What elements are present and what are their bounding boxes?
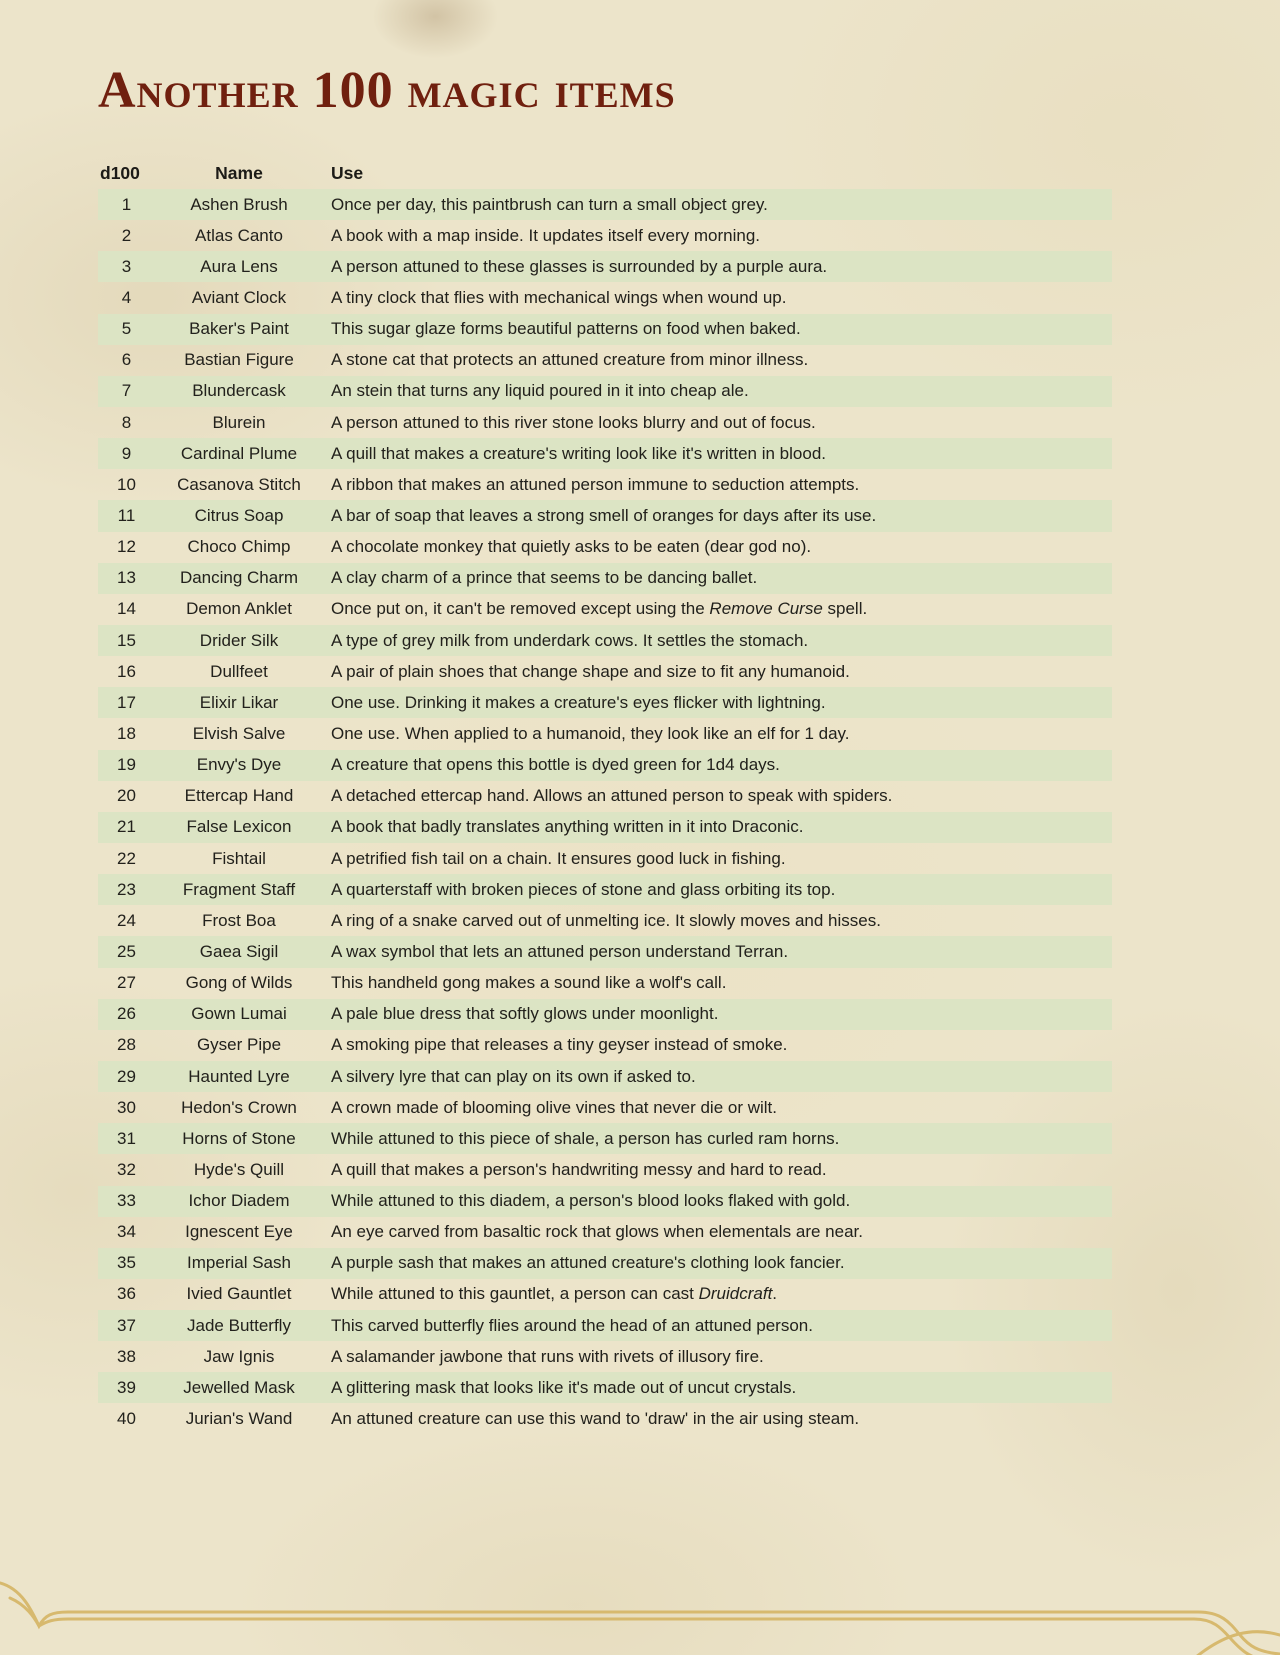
- item-name: Fragment Staff: [182, 879, 296, 899]
- item-name: Atlas Canto: [195, 225, 283, 245]
- item-d100: 23: [117, 879, 136, 899]
- item-name: Citrus Soap: [194, 505, 284, 525]
- item-d100: 27: [117, 973, 136, 993]
- item-use: One use. Drinking it makes a creature's eyes flicker with lightning.: [331, 692, 826, 712]
- item-use: A pair of plain shoes that change shape and size to fit any humanoid.: [331, 661, 850, 681]
- item-name: Jewelled Mask: [183, 1377, 295, 1397]
- table-body: [98, 189, 1112, 1435]
- table-row: [98, 1279, 1112, 1310]
- item-name: Ettercap Hand: [184, 786, 294, 806]
- item-d100: 11: [117, 505, 136, 525]
- item-d100: 36: [117, 1284, 136, 1304]
- item-d100: 2: [121, 225, 132, 245]
- table-row: [98, 750, 1112, 781]
- item-name: Imperial Sash: [187, 1253, 291, 1273]
- table-row: [98, 1061, 1112, 1092]
- item-use: A stone cat that protects an attuned creature from minor illness.: [331, 350, 809, 370]
- table-row: [98, 469, 1112, 500]
- item-d100: 22: [117, 848, 136, 868]
- item-use: A purple sash that makes an attuned creature's clothing look fancier.: [331, 1253, 845, 1273]
- table-row: [98, 1248, 1112, 1279]
- table-row: [98, 1154, 1112, 1185]
- table-row: [98, 563, 1112, 594]
- item-use: A pale blue dress that softly glows under moonlight.: [331, 1004, 719, 1024]
- item-use: A petrified fish tail on a chain. It ensures good luck in fishing.: [331, 848, 786, 868]
- item-d100: 5: [121, 319, 132, 339]
- magic-items-table: [98, 157, 1112, 1435]
- item-name: Aviant Clock: [191, 287, 287, 307]
- item-use: A bar of soap that leaves a strong smell of oranges for days after its use.: [331, 505, 877, 525]
- table-row: [98, 843, 1112, 874]
- item-use: A ribbon that makes an attuned person immune to seduction attempts.: [331, 474, 860, 494]
- item-name: Elixir Likar: [199, 692, 279, 712]
- item-name: Bastian Figure: [184, 350, 294, 370]
- item-d100: 14: [117, 599, 136, 619]
- item-use: While attuned to this gauntlet, a person can cast Druidcraft.: [331, 1284, 778, 1304]
- item-d100: 24: [117, 910, 136, 930]
- item-use: A book that badly translates anything written in it into Draconic.: [331, 817, 804, 837]
- item-use: Once per day, this paintbrush can turn a small object grey.: [331, 194, 768, 214]
- item-use: A person attuned to these glasses is surrounded by a purple aura.: [331, 256, 828, 276]
- item-d100: 37: [117, 1315, 136, 1335]
- item-name: Gyser Pipe: [196, 1035, 282, 1055]
- item-use: A detached ettercap hand. Allows an attuned person to speak with spiders.: [331, 786, 893, 806]
- item-use: A book with a map inside. It updates itself every morning.: [331, 225, 761, 245]
- item-use: A glittering mask that looks like it's made out of uncut crystals.: [331, 1377, 797, 1397]
- item-d100: 13: [117, 568, 136, 588]
- table-row: [98, 407, 1112, 438]
- page-title: Another 100 magic items: [98, 62, 676, 119]
- item-d100: 8: [121, 412, 132, 432]
- item-use: A quill that makes a creature's writing look like it's written in blood.: [331, 443, 826, 463]
- item-d100: 30: [117, 1097, 136, 1117]
- item-d100: 1: [121, 194, 132, 214]
- item-use: A creature that opens this bottle is dyed green for 1d4 days.: [331, 755, 780, 775]
- item-name: Envy's Dye: [196, 755, 282, 775]
- item-d100: 21: [117, 817, 136, 837]
- item-d100: 32: [117, 1159, 136, 1179]
- item-use: A chocolate monkey that quietly asks to be eaten (dear god no).: [331, 537, 812, 557]
- item-name: Casanova Stitch: [177, 474, 301, 494]
- item-use: This carved butterfly flies around the head of an attuned person.: [331, 1315, 813, 1335]
- table-row: [98, 781, 1112, 812]
- item-name: Elvish Salve: [192, 723, 286, 743]
- item-use: A clay charm of a prince that seems to be dancing ballet.: [331, 568, 758, 588]
- item-use: This handheld gong makes a sound like a wolf's call.: [331, 973, 727, 993]
- table-row: [98, 936, 1112, 967]
- item-use: This sugar glaze forms beautiful patterns on food when baked.: [331, 319, 801, 339]
- item-name: False Lexicon: [186, 817, 292, 837]
- column-header-name: Name: [215, 162, 263, 183]
- item-name: Jade Butterfly: [187, 1315, 291, 1335]
- item-use: A wax symbol that lets an attuned person understand Terran.: [331, 941, 789, 961]
- item-name: Hedon's Crown: [181, 1097, 297, 1117]
- table-row: [98, 656, 1112, 687]
- item-d100: 26: [117, 1004, 136, 1024]
- item-use: A salamander jawbone that runs with rivets of illusory fire.: [331, 1346, 764, 1366]
- item-use: An stein that turns any liquid poured in it into cheap ale.: [331, 381, 749, 401]
- item-d100: 16: [117, 661, 136, 681]
- item-name: Ichor Diadem: [188, 1191, 290, 1211]
- table-row: [98, 1092, 1112, 1123]
- table-row: [98, 438, 1112, 469]
- item-d100: 25: [117, 941, 136, 961]
- table-row: [98, 625, 1112, 656]
- item-use: A type of grey milk from underdark cows. It settles the stomach.: [331, 630, 809, 650]
- item-use: A quill that makes a person's handwriting messy and hard to read.: [331, 1159, 827, 1179]
- item-d100: 38: [117, 1346, 136, 1366]
- item-name: Blurein: [212, 412, 266, 432]
- item-name: Fishtail: [212, 848, 266, 868]
- item-d100: 6: [121, 350, 132, 370]
- item-name: Gown Lumai: [191, 1004, 287, 1024]
- item-name: Ignescent Eye: [185, 1222, 293, 1242]
- item-name: Haunted Lyre: [188, 1066, 290, 1086]
- item-name: Jurian's Wand: [185, 1409, 293, 1429]
- item-d100: 19: [117, 755, 136, 775]
- item-name: Baker's Paint: [189, 319, 289, 339]
- column-header-d100: d100: [100, 162, 140, 183]
- footer-flourish-decoration: [0, 1555, 1280, 1655]
- item-d100: 31: [117, 1128, 136, 1148]
- item-d100: 33: [117, 1191, 136, 1211]
- item-name: Hyde's Quill: [193, 1159, 285, 1179]
- item-name: Blundercask: [192, 381, 286, 401]
- table-row: [98, 1403, 1112, 1434]
- table-row: [98, 532, 1112, 563]
- item-use: A crown made of blooming olive vines that never die or wilt.: [331, 1097, 778, 1117]
- item-d100: 34: [117, 1222, 136, 1242]
- table-row: [98, 1310, 1112, 1341]
- item-use: A person attuned to this river stone looks blurry and out of focus.: [331, 412, 816, 432]
- table-row: [98, 220, 1112, 251]
- table-row: [98, 718, 1112, 749]
- item-d100: 17: [117, 692, 136, 712]
- item-d100: 28: [117, 1035, 136, 1055]
- item-d100: 35: [117, 1253, 136, 1273]
- table-row: [98, 1030, 1112, 1061]
- table-header-row: [98, 157, 1112, 189]
- item-use: Once put on, it can't be removed except using the Remove Curse spell.: [331, 599, 868, 619]
- item-use: A tiny clock that flies with mechanical wings when wound up.: [331, 287, 787, 307]
- table-row: [98, 968, 1112, 999]
- item-name: Aura Lens: [200, 256, 278, 276]
- item-name: Choco Chimp: [187, 537, 291, 557]
- table-row: [98, 1186, 1112, 1217]
- item-use: While attuned to this diadem, a person's blood looks flaked with gold.: [331, 1191, 851, 1211]
- column-header-use: Use: [331, 162, 364, 183]
- table-row: [98, 1372, 1112, 1403]
- item-use: A smoking pipe that releases a tiny geyser instead of smoke.: [331, 1035, 788, 1055]
- item-d100: 9: [121, 443, 132, 463]
- table-row: [98, 594, 1112, 625]
- item-name: Dancing Charm: [179, 568, 299, 588]
- item-d100: 18: [117, 723, 136, 743]
- item-d100: 12: [117, 537, 136, 557]
- table-row: [98, 1217, 1112, 1248]
- table-row: [98, 1341, 1112, 1372]
- table-row: [98, 251, 1112, 282]
- item-d100: 4: [121, 287, 132, 307]
- item-use: While attuned to this piece of shale, a person has curled ram horns.: [331, 1128, 840, 1148]
- item-d100: 7: [121, 381, 132, 401]
- item-d100: 40: [117, 1409, 136, 1429]
- item-use: One use. When applied to a humanoid, they look like an elf for 1 day.: [331, 723, 850, 743]
- item-d100: 10: [117, 474, 136, 494]
- item-name: Ivied Gauntlet: [186, 1284, 292, 1304]
- table-row: [98, 345, 1112, 376]
- item-name: Horns of Stone: [182, 1128, 296, 1148]
- item-name: Ashen Brush: [190, 194, 288, 214]
- table-row: [98, 812, 1112, 843]
- item-name: Cardinal Plume: [180, 443, 298, 463]
- item-use: An attuned creature can use this wand to 'draw' in the air using steam.: [331, 1409, 860, 1429]
- item-name: Gong of Wilds: [185, 973, 293, 993]
- item-name: Gaea Sigil: [199, 941, 279, 961]
- item-use: A silvery lyre that can play on its own if asked to.: [331, 1066, 696, 1086]
- table-row: [98, 500, 1112, 531]
- item-d100: 20: [117, 786, 136, 806]
- item-d100: 29: [117, 1066, 136, 1086]
- item-name: Demon Anklet: [186, 599, 292, 619]
- table-row: [98, 282, 1112, 313]
- item-name: Dullfeet: [210, 661, 268, 681]
- table-row: [98, 999, 1112, 1030]
- item-d100: 39: [117, 1377, 136, 1397]
- item-name: Drider Silk: [199, 630, 279, 650]
- table-row: [98, 376, 1112, 407]
- table-row: [98, 905, 1112, 936]
- table-row: [98, 189, 1112, 220]
- item-name: Frost Boa: [202, 910, 276, 930]
- item-d100: 3: [121, 256, 132, 276]
- item-use: A ring of a snake carved out of unmelting ice. It slowly moves and hisses.: [331, 910, 881, 930]
- table-row: [98, 314, 1112, 345]
- item-name: Jaw Ignis: [203, 1346, 275, 1366]
- item-use: An eye carved from basaltic rock that glows when elementals are near.: [331, 1222, 863, 1242]
- table-row: [98, 687, 1112, 718]
- table-row: [98, 874, 1112, 905]
- item-use: A quarterstaff with broken pieces of stone and glass orbiting its top.: [331, 879, 836, 899]
- item-d100: 15: [117, 630, 136, 650]
- table-row: [98, 1123, 1112, 1154]
